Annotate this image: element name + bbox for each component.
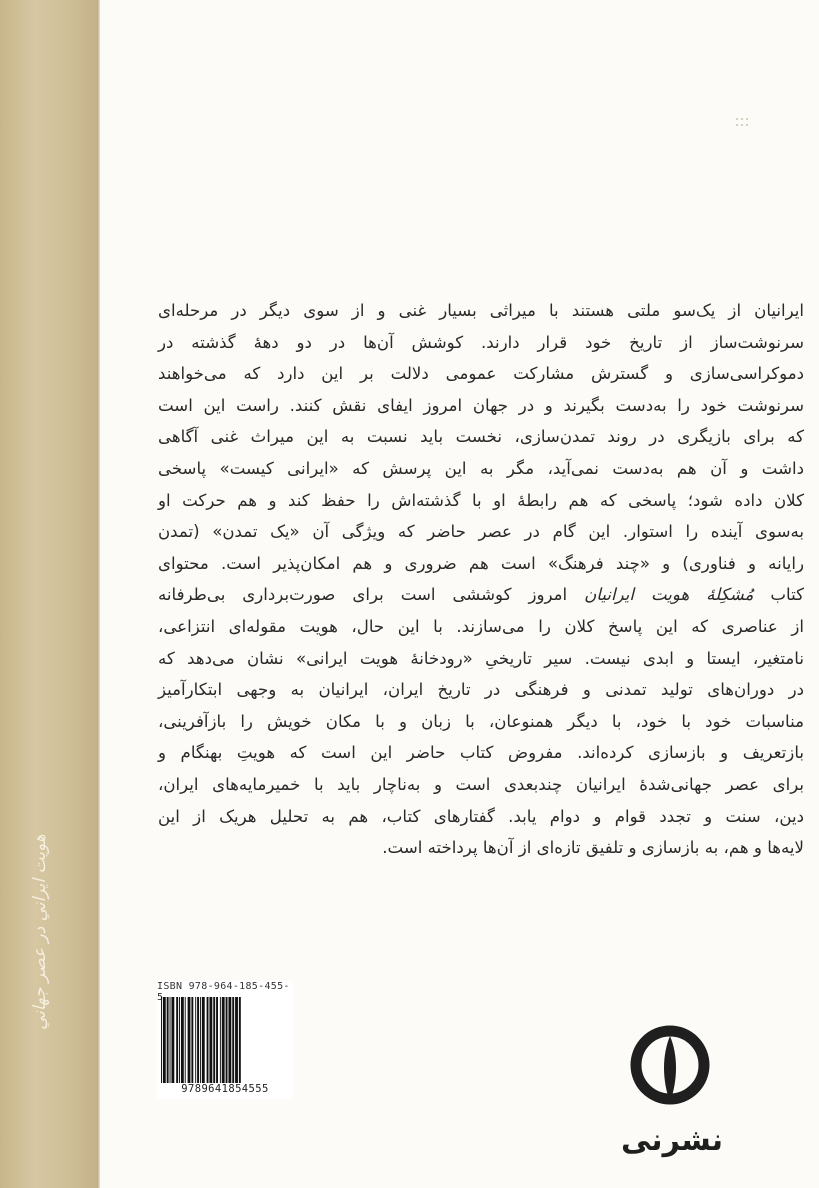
blurb-line: برای عصر جهانی‌شدۀ ایرانیان چندبعدی است و به‌ناچار باید با خمیرمایه‌های ایران، bbox=[158, 774, 804, 794]
barcode-bar bbox=[209, 997, 212, 1083]
blurb-line: به‌سوی آینده را استوار. این گام در عصر حاضر که ویژگی آن «یک تمدن» (تمدن bbox=[158, 522, 804, 542]
blurb-line: کلان داده شود؛ پاسخی که هم رابطۀ او با گذشته‌اش را حفظ کند و هم حرکت او bbox=[158, 490, 804, 510]
barcode-bar bbox=[185, 997, 186, 1083]
blurb-line: نامتغیر، ایستا و ابدی نیست. سیر تاریخیِ «رودخانۀ هویت ایرانی» نشان می‌دهد که bbox=[158, 648, 804, 668]
spine-title: هويت ايراني در عصر جهاني bbox=[30, 834, 50, 1030]
isbn-label: ISBN 978-964-185-455-5 bbox=[157, 981, 290, 1003]
barcode-bar bbox=[197, 997, 199, 1083]
barcode-bar bbox=[232, 997, 234, 1083]
back-cover-blurb bbox=[158, 295, 804, 864]
barcode-bar bbox=[181, 997, 184, 1083]
barcode-bar bbox=[220, 997, 221, 1083]
blurb-line: مناسبات خود با خود، با دیگر همنوعان، با زبان و با مکان خویش را بازآفرینی، bbox=[158, 711, 804, 731]
blurb-line-book-title bbox=[158, 579, 804, 611]
blurb-line: دین، سنت و تجدد قوام و دوام یابد. گفتارهای کتاب، هم به تحلیل هریک از این bbox=[158, 806, 804, 826]
barcode-bar bbox=[202, 997, 205, 1083]
barcode-bars bbox=[157, 997, 293, 1083]
blurb-fragment: امروز کوششی است برای صورت‌برداری بی‌طرفانه bbox=[158, 585, 585, 605]
barcode-digits: 9789641854555 bbox=[181, 1083, 269, 1095]
barcode-bar bbox=[176, 997, 178, 1083]
blurb-line: سرنوشت‌ساز از تاریخ خود قرار دارند. کوشش آن‌ها در دو دهۀ گذشته در bbox=[158, 332, 804, 352]
book-title: مُشکِلۀ هویت ایرانیان bbox=[584, 585, 754, 605]
barcode-bar bbox=[163, 997, 166, 1083]
blurb-line: در دوران‌های تولید تمدنی و فرهنگی در تاریخ ایران، ایرانیان به وجهی ابتکارآمیز bbox=[158, 680, 804, 700]
barcode-bar bbox=[171, 997, 174, 1083]
barcode-bar bbox=[235, 997, 238, 1083]
barcode-bar bbox=[216, 997, 218, 1083]
barcode-bar bbox=[191, 997, 193, 1083]
blurb-line: داشت و آن هم به‌دست نمی‌آید، مگر به این پرسش که «ایرانی کیست» پاسخی bbox=[158, 458, 804, 478]
barcode-bar bbox=[170, 997, 171, 1083]
barcode-bar bbox=[195, 997, 196, 1083]
barcode-bar bbox=[213, 997, 215, 1083]
blurb-line: رایانه و فناوری) و «چند فرهنگ» است هم ضروری و هم امکان‌پذیر است. محتوای bbox=[158, 553, 804, 573]
isbn-barcode bbox=[157, 981, 293, 1099]
blurb-line: سرنوشت خود را به‌دست بگیرند و در جهان امروز ایفای نقش کنند. راست این است bbox=[158, 395, 804, 415]
blurb-line: از عناصری که این پاسخ کلان را می‌سازند. با این حال، هویت مقوله‌ای انتزاعی، bbox=[158, 616, 804, 636]
barcode-bar bbox=[188, 997, 191, 1083]
blurb-line: ایرانیان از یک‌سو ملتی هستند با میراثی بسیار غنی و از سوی دیگر در مرحله‌ای bbox=[158, 301, 804, 320]
blurb-line: که برای بازیگری در روند تمدن‌سازی، نخست باید نسبت به این میراث غنی آگاهی bbox=[158, 427, 804, 447]
blurb-line: بازتعریف و بازسازی کرده‌اند. مفروض کتاب حاضر این است که هویتِ بهنگام و bbox=[158, 743, 804, 763]
barcode-bar bbox=[167, 997, 169, 1083]
barcode-bar bbox=[226, 997, 228, 1083]
blurb-line: دموکراسی‌سازی و گسترش مشارکت عمومی دلالت بر این دارد که می‌خواهند bbox=[158, 364, 804, 384]
barcode-bar bbox=[228, 997, 231, 1083]
blurb-line: لایه‌ها و هم، به بازسازی و تلفیق تازه‌ای از آن‌ها پرداخته است. bbox=[382, 838, 804, 858]
barcode-bar bbox=[239, 997, 241, 1083]
barcode-bar bbox=[200, 997, 201, 1083]
barcode-bar bbox=[179, 997, 180, 1083]
publisher-name: نشرنی bbox=[620, 1123, 724, 1158]
barcode-bar bbox=[207, 997, 209, 1083]
barcode-bar bbox=[222, 997, 225, 1083]
decorative-dots bbox=[736, 118, 748, 128]
barcode-bar bbox=[161, 997, 162, 1083]
blurb-fragment: کتاب bbox=[753, 585, 804, 605]
